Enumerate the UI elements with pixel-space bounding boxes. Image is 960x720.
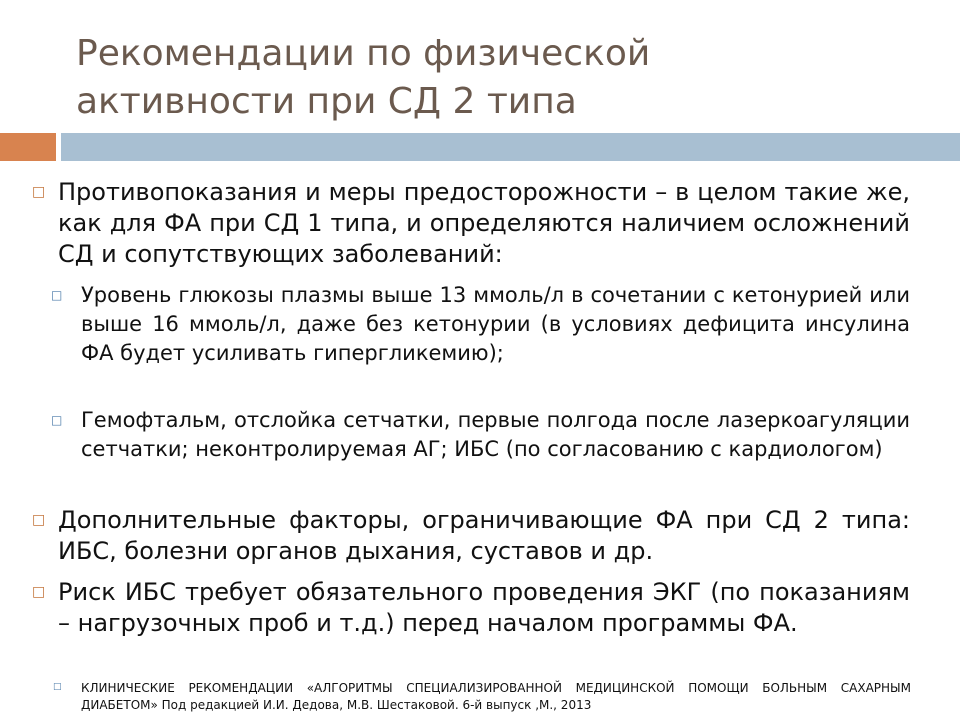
square-bullet-icon: □ bbox=[32, 184, 46, 200]
square-bullet-icon: □ bbox=[32, 584, 46, 600]
bullet-text: Противопоказания и меры предосторожности – в целом такие же, как для ФА при СД 1 типа, и определяются наличием осложнений СД и сопутствующих заболеваний: bbox=[58, 178, 910, 268]
bullet-text: Дополнительные факторы, ограничивающие ФА при СД 2 типа: ИБС, болезни органов дыхания, суставов и др. bbox=[58, 506, 910, 565]
slide-title bbox=[76, 30, 916, 126]
sub-bullet-glucose bbox=[51, 281, 910, 368]
bullet-additional-factors bbox=[32, 505, 910, 567]
square-bullet-icon: □ bbox=[51, 413, 63, 427]
bullet-contraindications bbox=[32, 177, 910, 270]
sub-bullet-hemophthalmus bbox=[51, 406, 910, 464]
slide-title-line-2: активности при СД 2 типа bbox=[76, 81, 577, 122]
slide-title-line-1: Рекомендации по физической bbox=[76, 33, 651, 74]
square-bullet-icon: □ bbox=[32, 512, 46, 528]
square-bullet-icon: □ bbox=[53, 682, 62, 692]
bullet-ecg-risk bbox=[32, 577, 910, 639]
accent-bar-blue bbox=[61, 133, 960, 161]
accent-bar-orange bbox=[0, 133, 56, 161]
bullet-text: Риск ИБС требует обязательного проведения ЭКГ (по показаниям – нагрузочных проб и т.д.) перед началом программы ФА. bbox=[58, 578, 910, 637]
reference-note bbox=[53, 680, 911, 714]
reference-text: КЛИНИЧЕСКИЕ РЕКОМЕНДАЦИИ «АЛГОРИТМЫ СПЕЦИАЛИЗИРОВАННОЙ МЕДИЦИНСКОЙ ПОМОЩИ БОЛЬНЫМ САХАРНЫМ ДИАБЕТОМ» Под редакцией И.И. Дедова, М.В. Шестаковой. 6-й выпуск ,М., 2013 bbox=[81, 681, 911, 712]
sub-bullet-text: Уровень глюкозы плазмы выше 13 ммоль/л в сочетании с кетонурией или выше 16 ммоль/л, даже без кетонурии (в условиях дефицита инсулина ФА будет усиливать гипергликемию); bbox=[81, 283, 910, 365]
square-bullet-icon: □ bbox=[51, 288, 63, 302]
sub-bullet-text: Гемофтальм, отслойка сетчатки, первые полгода после лазеркоагуляции сетчатки; неконтролируемая АГ; ИБС (по согласованию с кардиологом) bbox=[81, 408, 910, 461]
